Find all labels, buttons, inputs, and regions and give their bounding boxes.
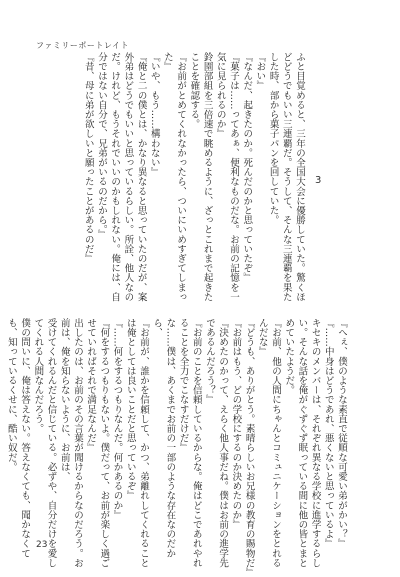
paragraph: 『昔、母に弟が欲しいと願ったことがあるのだ』 xyxy=(82,52,94,264)
paragraph: 『俺と二の僕とは、かなり異なると思っていたのだが、案外弟はどうでもいいと思っているらしい。所詮、他人なのだ。けれど、もうそれでいいのかもしれない。俺には、自分ではない自分で、兄弟がいるのだから。』 xyxy=(95,52,147,302)
paragraph: ふと目覚めると、三年の全国大会に優勝していた。驚くほどどうでもいい三連覇だ。そうして、そんな三連覇を果たした時、部から菓子パンを回していた。 xyxy=(267,52,305,302)
running-head: ファミリーポートレイト xyxy=(36,41,129,50)
paragraph: 『決めたのかって、えらく他人事だね。僕はお前の進学先であるんだろう？』 xyxy=(203,318,229,568)
paragraph: 鈴園部組を三倍速で眺めるように、ざっとこれまで起きたことを確認する。 xyxy=(188,52,213,302)
paragraph: 『何をするつもりもないよ。僕だって、お前が楽しく過ごせていればそれで満足なんだ』 xyxy=(85,318,110,568)
paragraph: 『おい』 xyxy=(254,52,266,91)
paragraph: キセキのメンバーは、それぞれ異なる学校に進学するらしい。そんな話を俺がぐずぐず眠っている間に他の皆とまとめていたようだ。 xyxy=(283,318,321,568)
paragraph: 『菓子は……ってあぁ、便利なものだな。お前の記憶を一気に見られるのか』 xyxy=(214,52,239,302)
paragraph: 『なんだ、起きたのか。死んだのかと思っていたぞ』 xyxy=(241,52,253,283)
paragraph: 『お前はもう、どの学校にするのか決めたのか』 xyxy=(230,318,242,530)
paragraph: 僕の問いに、俺は答えない。答えなくても、聞かなくても、知っているくせに、酷い奴だ。 xyxy=(5,318,31,558)
paragraph: 『お前のことを信頼しているからな。俺はどこであれやれることを全力でこなすだけだ』 xyxy=(177,318,202,568)
paragraph: な……僕は、あくまでお前の一部のような存在なのだから、 xyxy=(151,318,176,558)
paragraph: 出したのは、お前のその言葉が聞けるからなのだろう。お前は、俺を知らないように、お前は、 xyxy=(58,318,83,568)
page-number: 23 xyxy=(36,540,48,550)
paragraph: 受けてくれるんだと信じている。必ずや、自分だけを愛してくれる人間なんだろう。 xyxy=(32,318,57,568)
paragraph: 『お前がとめてくれなかったら、ついにいめすぎてしまった』 xyxy=(161,52,187,302)
paragraph: 『へぇ、僕のような素直で従順な可愛い弟がかい？』 xyxy=(336,318,347,549)
paragraph: 『お前が、誰かを信頼して、かつ、弟離れしてくれることは俺としては良いことだと思っているぞ』 xyxy=(124,318,149,568)
paragraph: 『いや、もう……構わない』 xyxy=(148,52,160,177)
paragraph: 『どうも、ありがとう。素晴らしいお兄様の教育の賜物だ』 xyxy=(243,318,255,577)
paragraph: 『お前、他の人間にちゃんとコミュニケーションをとれるんだな』 xyxy=(256,318,281,568)
upper-text-block xyxy=(82,52,306,310)
paragraph: 『……何をするつもりなんだ。何かあるのか』 xyxy=(111,318,123,520)
paragraph: 『……中身はどうであれ、悪くないと思っているよ』 xyxy=(322,318,334,549)
chapter-number: 3 xyxy=(315,175,322,186)
